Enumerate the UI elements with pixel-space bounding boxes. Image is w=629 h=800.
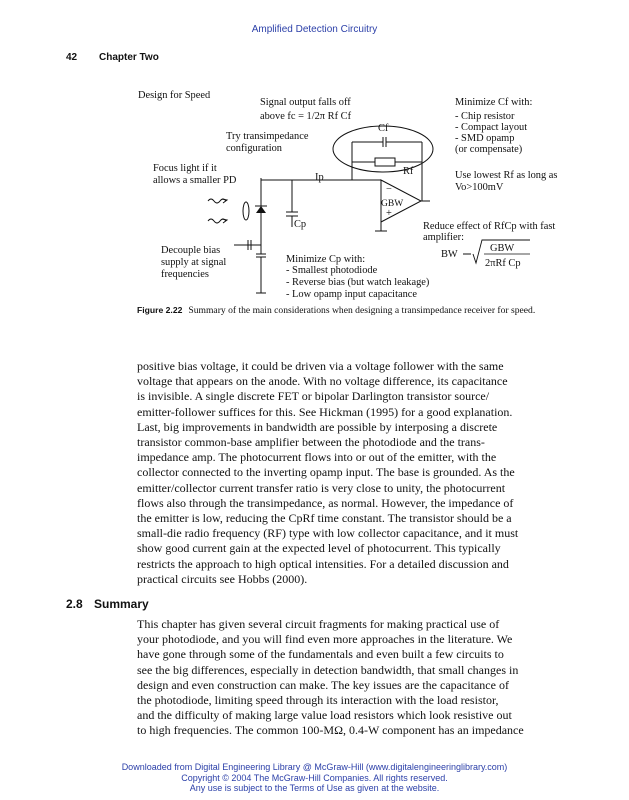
opamp-plus: + — [386, 208, 392, 219]
text-line: emitter-follower suffices for this. See Hickman (1995) for a good explanation. — [137, 404, 513, 419]
try-line-1: Try transimpedance — [226, 131, 309, 142]
caption-text: Summary of the main considerations when designing a transimpedance receiver for speed. — [188, 305, 536, 316]
min-cp-title: Minimize Cp with: — [286, 254, 366, 265]
bw-numerator: GBW — [490, 243, 515, 254]
text-line: the emitter is low, reducing the CpRf time constant. The transistor should be a — [137, 511, 512, 526]
cf-label: Cf — [378, 123, 389, 134]
caption-label: Figure 2.22 — [137, 305, 183, 315]
footer-line: Any use is subject to the Terms of Use as given at the website. — [189, 783, 440, 793]
figure-2-22 — [130, 82, 580, 302]
text-line: to high frequencies. The common 100-MΩ, 0.4-W component has an impedance — [137, 723, 524, 738]
text-line: flows also through the transimpedance, as normal. However, the impedance of — [137, 495, 514, 510]
lowest-rf-line-1: Use lowest Rf as long as — [455, 170, 558, 181]
section-number: 2.8 — [66, 597, 83, 611]
section-title: Summary — [94, 597, 149, 611]
running-head: Amplified Detection Circuitry — [251, 24, 378, 35]
focus-line-1: Focus light if it — [153, 163, 217, 174]
decouple-line-2: supply at signal — [161, 257, 227, 268]
text-line: voltage that appears on the anode. With no voltage difference, its capacitance — [137, 374, 508, 389]
gbw-label: GBW — [381, 199, 404, 209]
text-line: This chapter has given several circuit fragments for making practical use of — [137, 617, 500, 631]
decouple-line-1: Decouple bias — [161, 245, 221, 256]
reduce-line-1: Reduce effect of RfCp with fast — [423, 221, 556, 232]
footer-line: Copyright © 2004 The McGraw-Hill Companies. All rights reserved. — [181, 772, 448, 783]
text-line: transistor common-base amplifier between the photodiode and the trans- — [137, 435, 485, 450]
rf-label: Rf — [403, 166, 414, 177]
text-line: design and even construction can make. The key issues are the capacitance of — [137, 677, 509, 692]
min-cf-item-3: - SMD opamp — [455, 133, 515, 144]
paragraph-1 — [137, 359, 572, 587]
footer-line[interactable]: Downloaded from Digital Engineering Library @ McGraw-Hill (www.digitalengineeringlibrary.com) — [121, 762, 508, 772]
decouple-line-3: frequencies — [161, 269, 209, 280]
focus-line-2: allows a smaller PD — [153, 175, 237, 186]
text-line: see the big differences, especially in detection bandwidth, that small changes in — [137, 662, 519, 677]
chapter-title: Chapter Two — [99, 52, 159, 63]
text-line: emitter/collector current transfer ratio is very close to unity, the photocurrent — [137, 480, 506, 495]
figure-caption — [137, 304, 573, 317]
opamp-minus: − — [386, 184, 392, 195]
rf-resistor — [375, 158, 395, 166]
cp-label: Cp — [294, 219, 307, 230]
min-cf-item-2: - Compact layout — [455, 122, 528, 133]
signal-falls-line-1: Signal output falls off — [260, 97, 351, 108]
footer — [0, 762, 629, 794]
text-line: your photodiode, and you will find even more approaches in the literature. We — [137, 632, 513, 647]
text-line: restricts the approach to high optical intensities. For a detailed discussion and — [137, 556, 509, 571]
text-line: the photodiode, limiting speed through its interaction with the load resistor, — [137, 693, 499, 708]
reduce-line-2: amplifier: — [423, 232, 464, 243]
min-cf-item-1: - Chip resistor — [455, 111, 515, 122]
text-line: show good current gain at the expected level of photocurrent. This typically — [137, 541, 501, 556]
try-line-2: configuration — [226, 143, 282, 154]
min-cf-item-4: (or compensate) — [455, 144, 523, 155]
circuit-diagram — [130, 82, 580, 302]
ip-label: Ip — [315, 172, 324, 183]
lens-icon — [243, 202, 249, 220]
lowest-rf-line-2: Vo>100mV — [455, 182, 504, 193]
text-line: impedance amp. The photocurrent flows into or out of the emitter, with the — [137, 450, 497, 465]
min-cp-item-2: - Reverse bias (but watch leakage) — [286, 277, 430, 288]
min-cf-title: Minimize Cf with: — [455, 97, 533, 108]
bw-label: BW — [441, 249, 458, 260]
text-line: collector connected to the inverting opamp input. The base is grounded. As the — [137, 465, 515, 480]
text-line: have gone through some of the fundamentals and even built a few circuits to — [137, 647, 504, 662]
bw-denominator: 2πRf Cp — [485, 258, 521, 269]
text-line: small-die radio frequency (RF) type with low collector capacitance, and it must — [137, 526, 519, 541]
text-line: is invisible. A single discrete FET or bipolar Darlington transistor source/ — [137, 389, 490, 404]
page-number: 42 — [66, 52, 78, 63]
text-line: practical circuits see Hobbs (2000). — [137, 571, 308, 586]
min-cp-item-3: - Low opamp input capacitance — [286, 289, 417, 300]
design-title: Design for Speed — [138, 90, 211, 101]
text-line: and the difficulty of making large value load resistors which look resistive out — [137, 708, 512, 723]
signal-falls-line-2: above fc = 1/2π Rf Cf — [260, 111, 352, 122]
paragraph-2 — [137, 617, 572, 739]
min-cp-item-1: - Smallest photodiode — [286, 265, 378, 276]
text-line: positive bias voltage, it could be driven via a voltage follower with the same — [137, 359, 504, 373]
text-line: Last, big improvements in bandwidth are possible by interposing a discrete — [137, 419, 498, 434]
section-heading — [66, 597, 149, 611]
photodiode-icon — [256, 206, 266, 213]
